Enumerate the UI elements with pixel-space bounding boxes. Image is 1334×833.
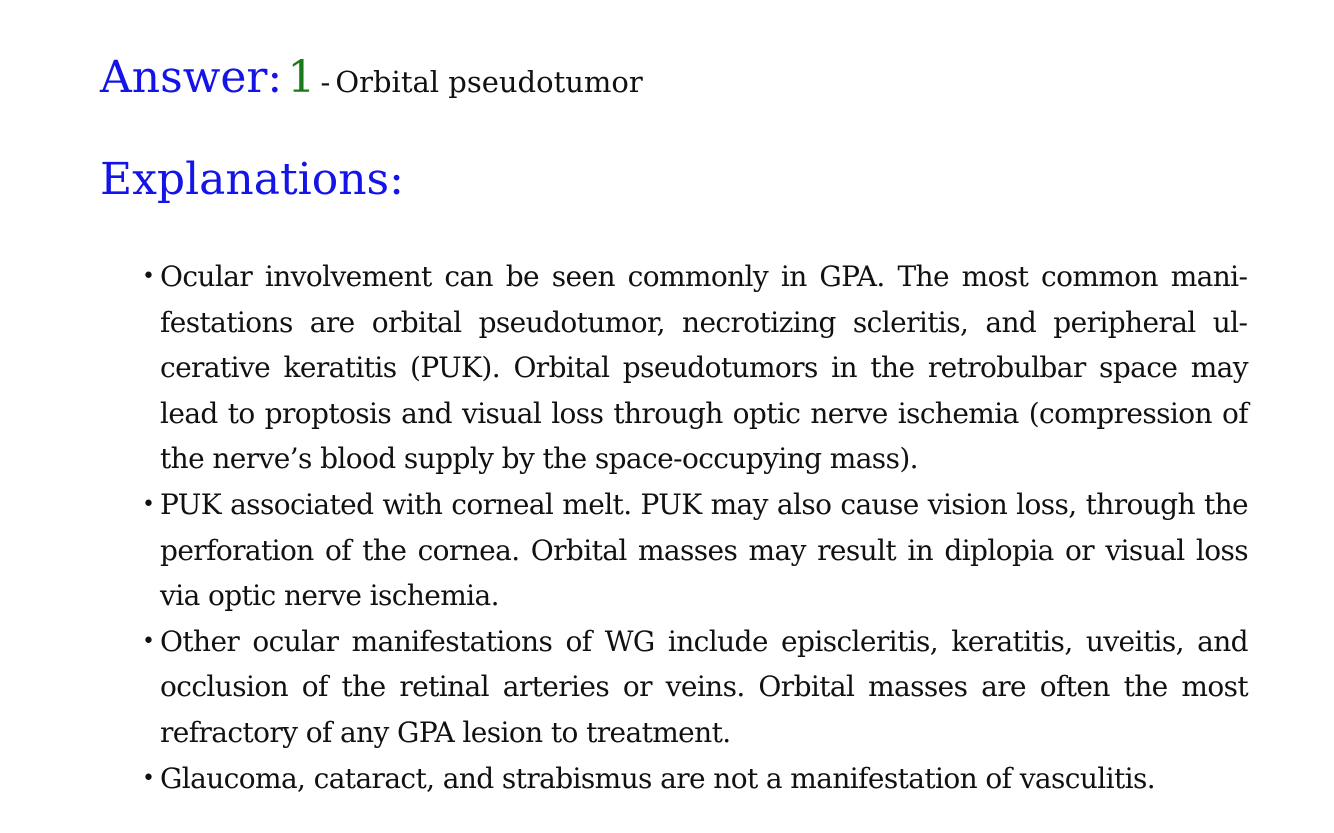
explanation-item [140, 482, 1248, 619]
explanation-text: Ocular involvement can be seen commonly in GPA. The most common manifestations are orbital pseudotumor, necrotizing scleritis, and peripheral ulcerative keratitis (PUK). Orbital pseudotumors in the retrobulbar space may lead to proptosis and visual loss through optic nerve ischemia (compression of the nerve’s blood supply by the space-occupying mass). [160, 260, 1248, 476]
explanation-text: Other ocular manifestations of WG include episcleritis, keratitis, uveitis, and occlusion of the retinal arteries or veins. Orbital masses are often the most refractory of any GPA lesion to treatment. [160, 624, 1248, 749]
bullet-icon: • [142, 491, 155, 517]
explanation-text: PUK associated with corneal melt. PUK may also cause vision loss, through the perforation of the cornea. Orbital masses may result in diplopia or visual loss via optic nerve ischemia. [160, 487, 1248, 613]
bullet-icon: • [142, 628, 155, 654]
explanation-item [140, 619, 1248, 756]
answer-separator: - [320, 65, 331, 99]
explanation-text: Glaucoma, cataract, and strabismus are not a manifestation of vasculitis. [160, 761, 1156, 795]
answer-label: Answer: [100, 52, 283, 103]
answer-line [100, 48, 643, 117]
answer-number: 1 [287, 52, 316, 103]
bullet-icon: • [142, 264, 155, 289]
answer-text: Orbital pseudotumor [335, 65, 643, 99]
explanation-item [140, 756, 1248, 802]
explanations-heading: Explanations: [100, 154, 404, 205]
explanation-list [140, 254, 1248, 801]
bullet-icon: • [142, 765, 155, 791]
explanation-item [140, 254, 1248, 482]
